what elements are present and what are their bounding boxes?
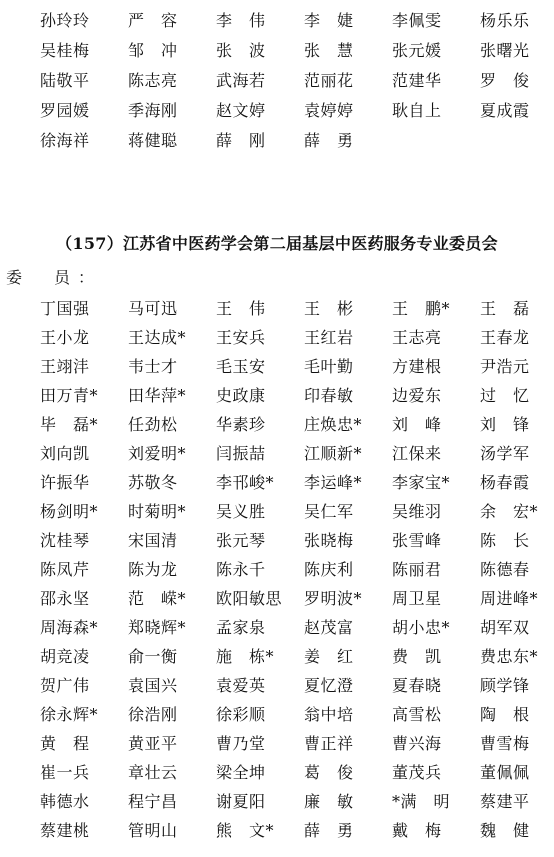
person-name: 苏敬冬 xyxy=(128,473,178,492)
person-name: 边爱东 xyxy=(392,386,442,405)
person-name: 吴义胜 xyxy=(216,502,266,521)
person-name: 董佩佩 xyxy=(480,763,530,782)
person-name: 丁国强 xyxy=(40,299,90,318)
person-name: 曹正祥 xyxy=(304,734,354,753)
member-row xyxy=(40,641,540,670)
member-row xyxy=(40,699,540,728)
person-name: 刘 峰 xyxy=(392,415,442,434)
person-name: 陈德春 xyxy=(480,560,530,579)
person-name: 李 伟 xyxy=(216,10,266,30)
person-name: 李 婕 xyxy=(304,10,354,30)
person-name: 王翊沣 xyxy=(40,357,90,376)
person-name: 黄 程 xyxy=(40,734,90,753)
person-name: 郑晓辉* xyxy=(128,618,187,637)
person-name: 陶 根 xyxy=(480,705,530,724)
member-row xyxy=(40,757,540,786)
person-name: 赵文婷 xyxy=(216,100,266,120)
person-name: 徐永辉* xyxy=(40,705,99,724)
person-name: 李运峰* xyxy=(304,473,363,492)
person-name: 沈桂琴 xyxy=(40,531,90,550)
person-name: 杨春霞 xyxy=(480,473,530,492)
person-name: 闫振喆 xyxy=(216,444,266,463)
person-name: 陈永千 xyxy=(216,560,266,579)
person-name: 张 慧 xyxy=(304,40,354,60)
person-name: 毛叶勤 xyxy=(304,357,354,376)
person-name: 马可迅 xyxy=(128,299,178,318)
person-name: 任劲松 xyxy=(128,415,178,434)
person-name: 董茂兵 xyxy=(392,763,442,782)
person-name: 陈志亮 xyxy=(128,70,178,90)
person-name: 管明山 xyxy=(128,821,178,840)
person-name: 方建根 xyxy=(392,357,442,376)
person-name: 袁婷婷 xyxy=(304,100,354,120)
name-row xyxy=(40,124,540,154)
person-name: 陈庆利 xyxy=(304,560,354,579)
person-name: 魏 健 xyxy=(480,821,530,840)
name-row xyxy=(40,34,540,64)
person-name: 周进峰* xyxy=(480,589,539,608)
person-name: 田华萍* xyxy=(128,386,187,405)
person-name: 蒋健聪 xyxy=(128,130,178,150)
person-name: 赵茂富 xyxy=(304,618,354,637)
person-name: 严 容 xyxy=(128,10,178,30)
person-name: 印春敏 xyxy=(304,386,354,405)
person-name: 翁中培 xyxy=(304,705,354,724)
person-name: 范 嵘* xyxy=(128,589,187,608)
person-name: 李邗峻* xyxy=(216,473,275,492)
member-row xyxy=(40,612,540,641)
person-name: 刘爱明* xyxy=(128,444,187,463)
person-name: 尹浩元 xyxy=(480,357,530,376)
person-name: 李佩雯 xyxy=(392,10,442,30)
person-name: 陈丽君 xyxy=(392,560,442,579)
person-name: 王 磊 xyxy=(480,299,530,318)
person-name: 蔡建平 xyxy=(480,792,530,811)
member-row xyxy=(40,322,540,351)
person-name: 张曙光 xyxy=(480,40,530,60)
person-name: 田万青* xyxy=(40,386,99,405)
person-name: 俞一衡 xyxy=(128,647,178,666)
person-name: 时菊明* xyxy=(128,502,187,521)
person-name: 吴维羽 xyxy=(392,502,442,521)
person-name: 陈为龙 xyxy=(128,560,178,579)
person-name: 王红岩 xyxy=(304,328,354,347)
person-name: 杨乐乐 xyxy=(480,10,530,30)
members-label: 委 员： xyxy=(6,268,103,287)
member-row xyxy=(40,351,540,380)
person-name: 袁爱英 xyxy=(216,676,266,695)
name-row xyxy=(40,4,540,34)
person-name: 贺广伟 xyxy=(40,676,90,695)
person-name: 邹 冲 xyxy=(128,40,178,60)
person-name: 毛玉安 xyxy=(216,357,266,376)
member-row xyxy=(40,438,540,467)
person-name: 耿自上 xyxy=(392,100,442,120)
person-name: 熊 文* xyxy=(216,821,275,840)
person-name: 王志亮 xyxy=(392,328,442,347)
member-row xyxy=(40,380,540,409)
person-name: 薛 勇 xyxy=(304,821,354,840)
person-name: 施 栋* xyxy=(216,647,275,666)
person-name: 陈凤芹 xyxy=(40,560,90,579)
member-row xyxy=(40,786,540,815)
person-name: 余 宏* xyxy=(480,502,539,521)
top-name-list xyxy=(40,4,540,154)
person-name: 罗园媛 xyxy=(40,100,90,120)
person-name: 崔一兵 xyxy=(40,763,90,782)
person-name: 黄亚平 xyxy=(128,734,178,753)
person-name: 华素珍 xyxy=(216,415,266,434)
person-name: 王达成* xyxy=(128,328,187,347)
person-name: 曹兴海 xyxy=(392,734,442,753)
person-name: 陆敬平 xyxy=(40,70,90,90)
person-name: 薛 刚 xyxy=(216,130,266,150)
person-name: 王安兵 xyxy=(216,328,266,347)
person-name: 范建华 xyxy=(392,70,442,90)
person-name: 季海刚 xyxy=(128,100,178,120)
person-name: 章壮云 xyxy=(128,763,178,782)
person-name: 王 伟 xyxy=(216,299,266,318)
person-name: 顾学锋 xyxy=(480,676,530,695)
person-name: 韦士才 xyxy=(128,357,178,376)
person-name: 张元琴 xyxy=(216,531,266,550)
person-name: 邵永坚 xyxy=(40,589,90,608)
person-name: 曹雪梅 xyxy=(480,734,530,753)
name-row xyxy=(40,94,540,124)
person-name: 梁全坤 xyxy=(216,763,266,782)
person-name: 费忠东* xyxy=(480,647,539,666)
person-name: 许振华 xyxy=(40,473,90,492)
member-row xyxy=(40,293,540,322)
person-name: 刘向凯 xyxy=(40,444,90,463)
person-name: 王 鹏* xyxy=(392,299,451,318)
person-name: 张晓梅 xyxy=(304,531,354,550)
person-name: 杨剑明* xyxy=(40,502,99,521)
person-name: 夏忆澄 xyxy=(304,676,354,695)
person-name: 毕 磊* xyxy=(40,415,99,434)
person-name: 范丽花 xyxy=(304,70,354,90)
member-row xyxy=(40,554,540,583)
person-name: 史政康 xyxy=(216,386,266,405)
person-name: 刘 锋 xyxy=(480,415,530,434)
person-name: 李家宝* xyxy=(392,473,451,492)
member-row xyxy=(40,496,540,525)
person-name: 胡小忠* xyxy=(392,618,451,637)
person-name: 江顺新* xyxy=(304,444,363,463)
person-name: 廉 敏 xyxy=(304,792,354,811)
person-name: 薛 勇 xyxy=(304,130,354,150)
person-name: 葛 俊 xyxy=(304,763,354,782)
person-name: 戴 梅 xyxy=(392,821,442,840)
person-name: 周海森* xyxy=(40,618,99,637)
person-name: 欧阳敏思 xyxy=(216,589,283,608)
person-name: 吴仁军 xyxy=(304,502,354,521)
person-name: 汤学军 xyxy=(480,444,530,463)
member-row xyxy=(40,670,540,699)
person-name: 吴桂梅 xyxy=(40,40,90,60)
person-name: 武海若 xyxy=(216,70,266,90)
person-name: 谢夏阳 xyxy=(216,792,266,811)
person-name: 张雪峰 xyxy=(392,531,442,550)
person-name: 宋国清 xyxy=(128,531,178,550)
member-row xyxy=(40,467,540,496)
member-row xyxy=(40,815,540,844)
person-name: 夏春晓 xyxy=(392,676,442,695)
person-name: 姜 红 xyxy=(304,647,354,666)
person-name: 陈 长 xyxy=(480,531,530,550)
person-name: 王 彬 xyxy=(304,299,354,318)
person-name: 江保来 xyxy=(392,444,442,463)
person-name: 孟家泉 xyxy=(216,618,266,637)
person-name: 胡军双 xyxy=(480,618,530,637)
person-name: 程宁昌 xyxy=(128,792,178,811)
person-name: 曹乃堂 xyxy=(216,734,266,753)
person-name: 蔡建桃 xyxy=(40,821,90,840)
member-row xyxy=(40,409,540,438)
member-row xyxy=(40,525,540,554)
person-name: 袁国兴 xyxy=(128,676,178,695)
person-name: 王春龙 xyxy=(480,328,530,347)
person-name: 徐彩顺 xyxy=(216,705,266,724)
person-name: 罗明波* xyxy=(304,589,363,608)
person-name: 王小龙 xyxy=(40,328,90,347)
person-name: 张元媛 xyxy=(392,40,442,60)
person-name: 徐海祥 xyxy=(40,130,90,150)
member-row xyxy=(40,728,540,757)
person-name: 罗 俊 xyxy=(480,70,530,90)
person-name: 张 波 xyxy=(216,40,266,60)
person-name: 孙玲玲 xyxy=(40,10,90,30)
person-name: 周卫星 xyxy=(392,589,442,608)
person-name: 过 忆 xyxy=(480,386,530,405)
person-name: 韩德水 xyxy=(40,792,90,811)
person-name: 费 凯 xyxy=(392,647,442,666)
person-name: 徐浩刚 xyxy=(128,705,178,724)
person-name: *满 明 xyxy=(392,792,451,811)
person-name: 高雪松 xyxy=(392,705,442,724)
name-row xyxy=(40,64,540,94)
member-name-list xyxy=(40,293,540,844)
person-name: 夏成霞 xyxy=(480,100,530,120)
person-name: 胡竞凌 xyxy=(40,647,90,666)
section-title: （157）江苏省中医药学会第二届基层中医药服务专业委员会 xyxy=(56,234,498,253)
member-row xyxy=(40,583,540,612)
person-name: 庄焕忠* xyxy=(304,415,363,434)
